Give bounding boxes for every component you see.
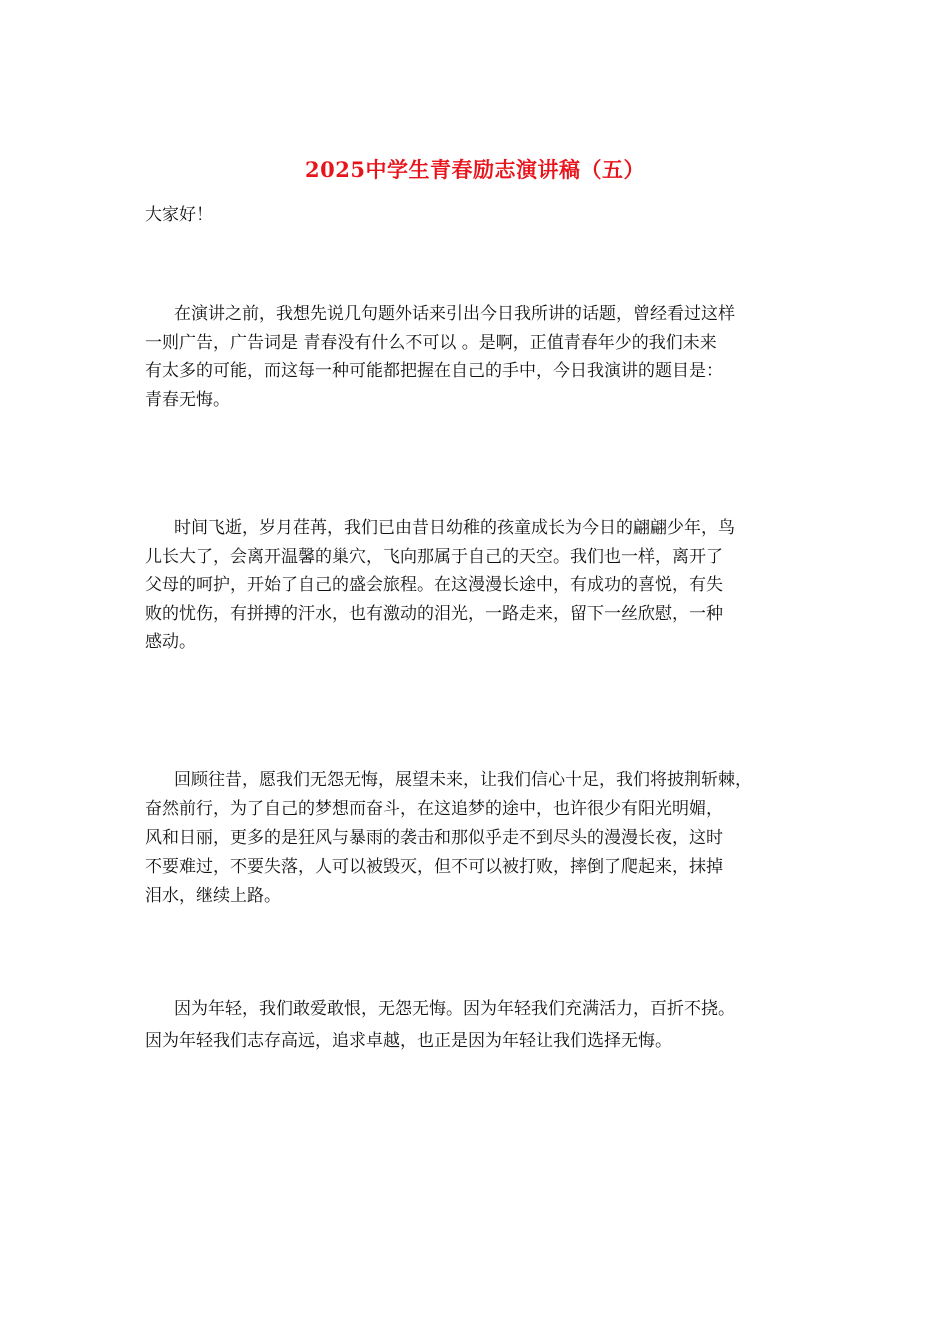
paragraph-line: 不要难过，不要失落，人可以被毁灭，但不可以被打败，摔倒了爬起来，抹掉 (145, 857, 723, 877)
paragraph-line: 泪水，继续上路。 (145, 886, 281, 906)
greeting-text: 大家好！ (145, 205, 213, 225)
paragraph-line: 有太多的可能，而这每一种可能都把握在自己的手中，今日我演讲的题目是： (145, 361, 723, 381)
paragraph-line: 儿长大了，会离开温馨的巢穴，飞向那属于自己的天空。我们也一样，离开了 (145, 546, 723, 567)
paragraph-line: 青春无悔。 (145, 389, 230, 410)
paragraph-4 (145, 993, 825, 1057)
paragraph-line: 败的忧伤，有拼搏的汗水，也有激动的泪光，一路走来，留下一丝欣慰，一种 (145, 603, 723, 624)
paragraph-line: 感动。 (145, 632, 196, 652)
paragraph-line: 因为年轻我们志存高远，追求卓越，也正是因为年轻让我们选择无悔。 (145, 1031, 672, 1051)
paragraph-line: 一则广告，广告词是 青春没有什么不可以 。是啊，正值青春年少的我们未来 (145, 332, 717, 353)
paragraph-line: 在演讲之前，我想先说几句题外话来引出今日我所讲的话题，曾经看过这样 (174, 304, 735, 324)
paragraph-2 (145, 514, 825, 657)
paragraph-line: 时间飞逝，岁月荏苒，我们已由昔日幼稚的孩童成长为今日的翩翩少年，鸟 (174, 518, 735, 538)
paragraph-line: 风和日丽，更多的是狂风与暴雨的袭击和那似乎走不到尽头的漫漫长夜，这时 (145, 828, 723, 848)
document-title: 2025中学生青春励志演讲稿（五） (305, 157, 645, 182)
paragraph-line: 奋然前行，为了自己的梦想而奋斗，在这追梦的途中，也许很少有阳光明媚， (145, 799, 723, 819)
paragraph-line: 因为年轻，我们敢爱敢恨，无怨无悔。因为年轻我们充满活力，百折不挠。 (174, 999, 735, 1019)
paragraph-1 (145, 300, 825, 414)
paragraph-line: 回顾往昔，愿我们无怨无悔，展望未来，让我们信心十足，我们将披荆斩棘， (174, 770, 752, 790)
paragraph-line: 父母的呵护，开始了自己的盛会旅程。在这漫漫长途中，有成功的喜悦，有失 (145, 575, 723, 595)
paragraph-3 (145, 766, 825, 911)
